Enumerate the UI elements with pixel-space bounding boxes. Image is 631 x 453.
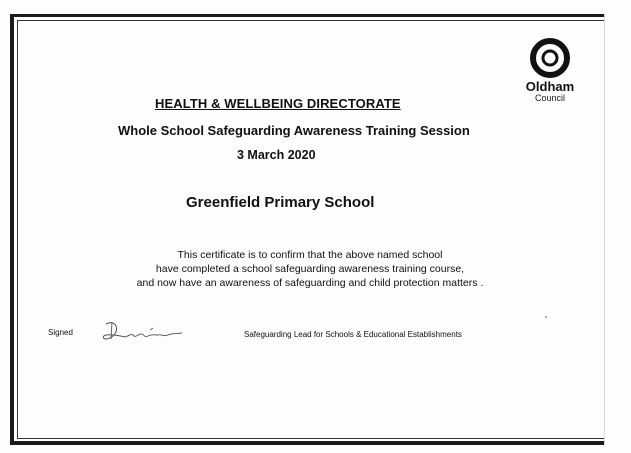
scan-speck [545,316,547,318]
page-edge [604,14,605,445]
session-title: Whole School Safeguarding Awareness Training Session [118,123,470,138]
signed-label: Signed [48,328,73,337]
school-name: Greenfield Primary School [186,194,375,211]
session-date: 3 March 2020 [237,148,316,162]
statement-line: and now have an awareness of safeguarding and child protection matters . [136,277,484,289]
directorate-heading: HEALTH & WELLBEING DIRECTORATE [155,96,401,111]
handwritten-signature [100,318,190,346]
signatory-role: Safeguarding Lead for Schools & Educational Establishments [244,330,462,339]
certificate-statement [80,248,540,290]
statement-line: This certificate is to confirm that the above named school [177,249,443,261]
statement-line: have completed a school safeguarding awareness training course, [155,263,465,275]
council-logo [520,38,580,103]
certificate-border-inner [17,20,605,439]
logo-subtitle: Council [534,93,565,103]
logo-name: Oldham [525,79,575,94]
oldham-ring-logo-icon [530,38,570,78]
